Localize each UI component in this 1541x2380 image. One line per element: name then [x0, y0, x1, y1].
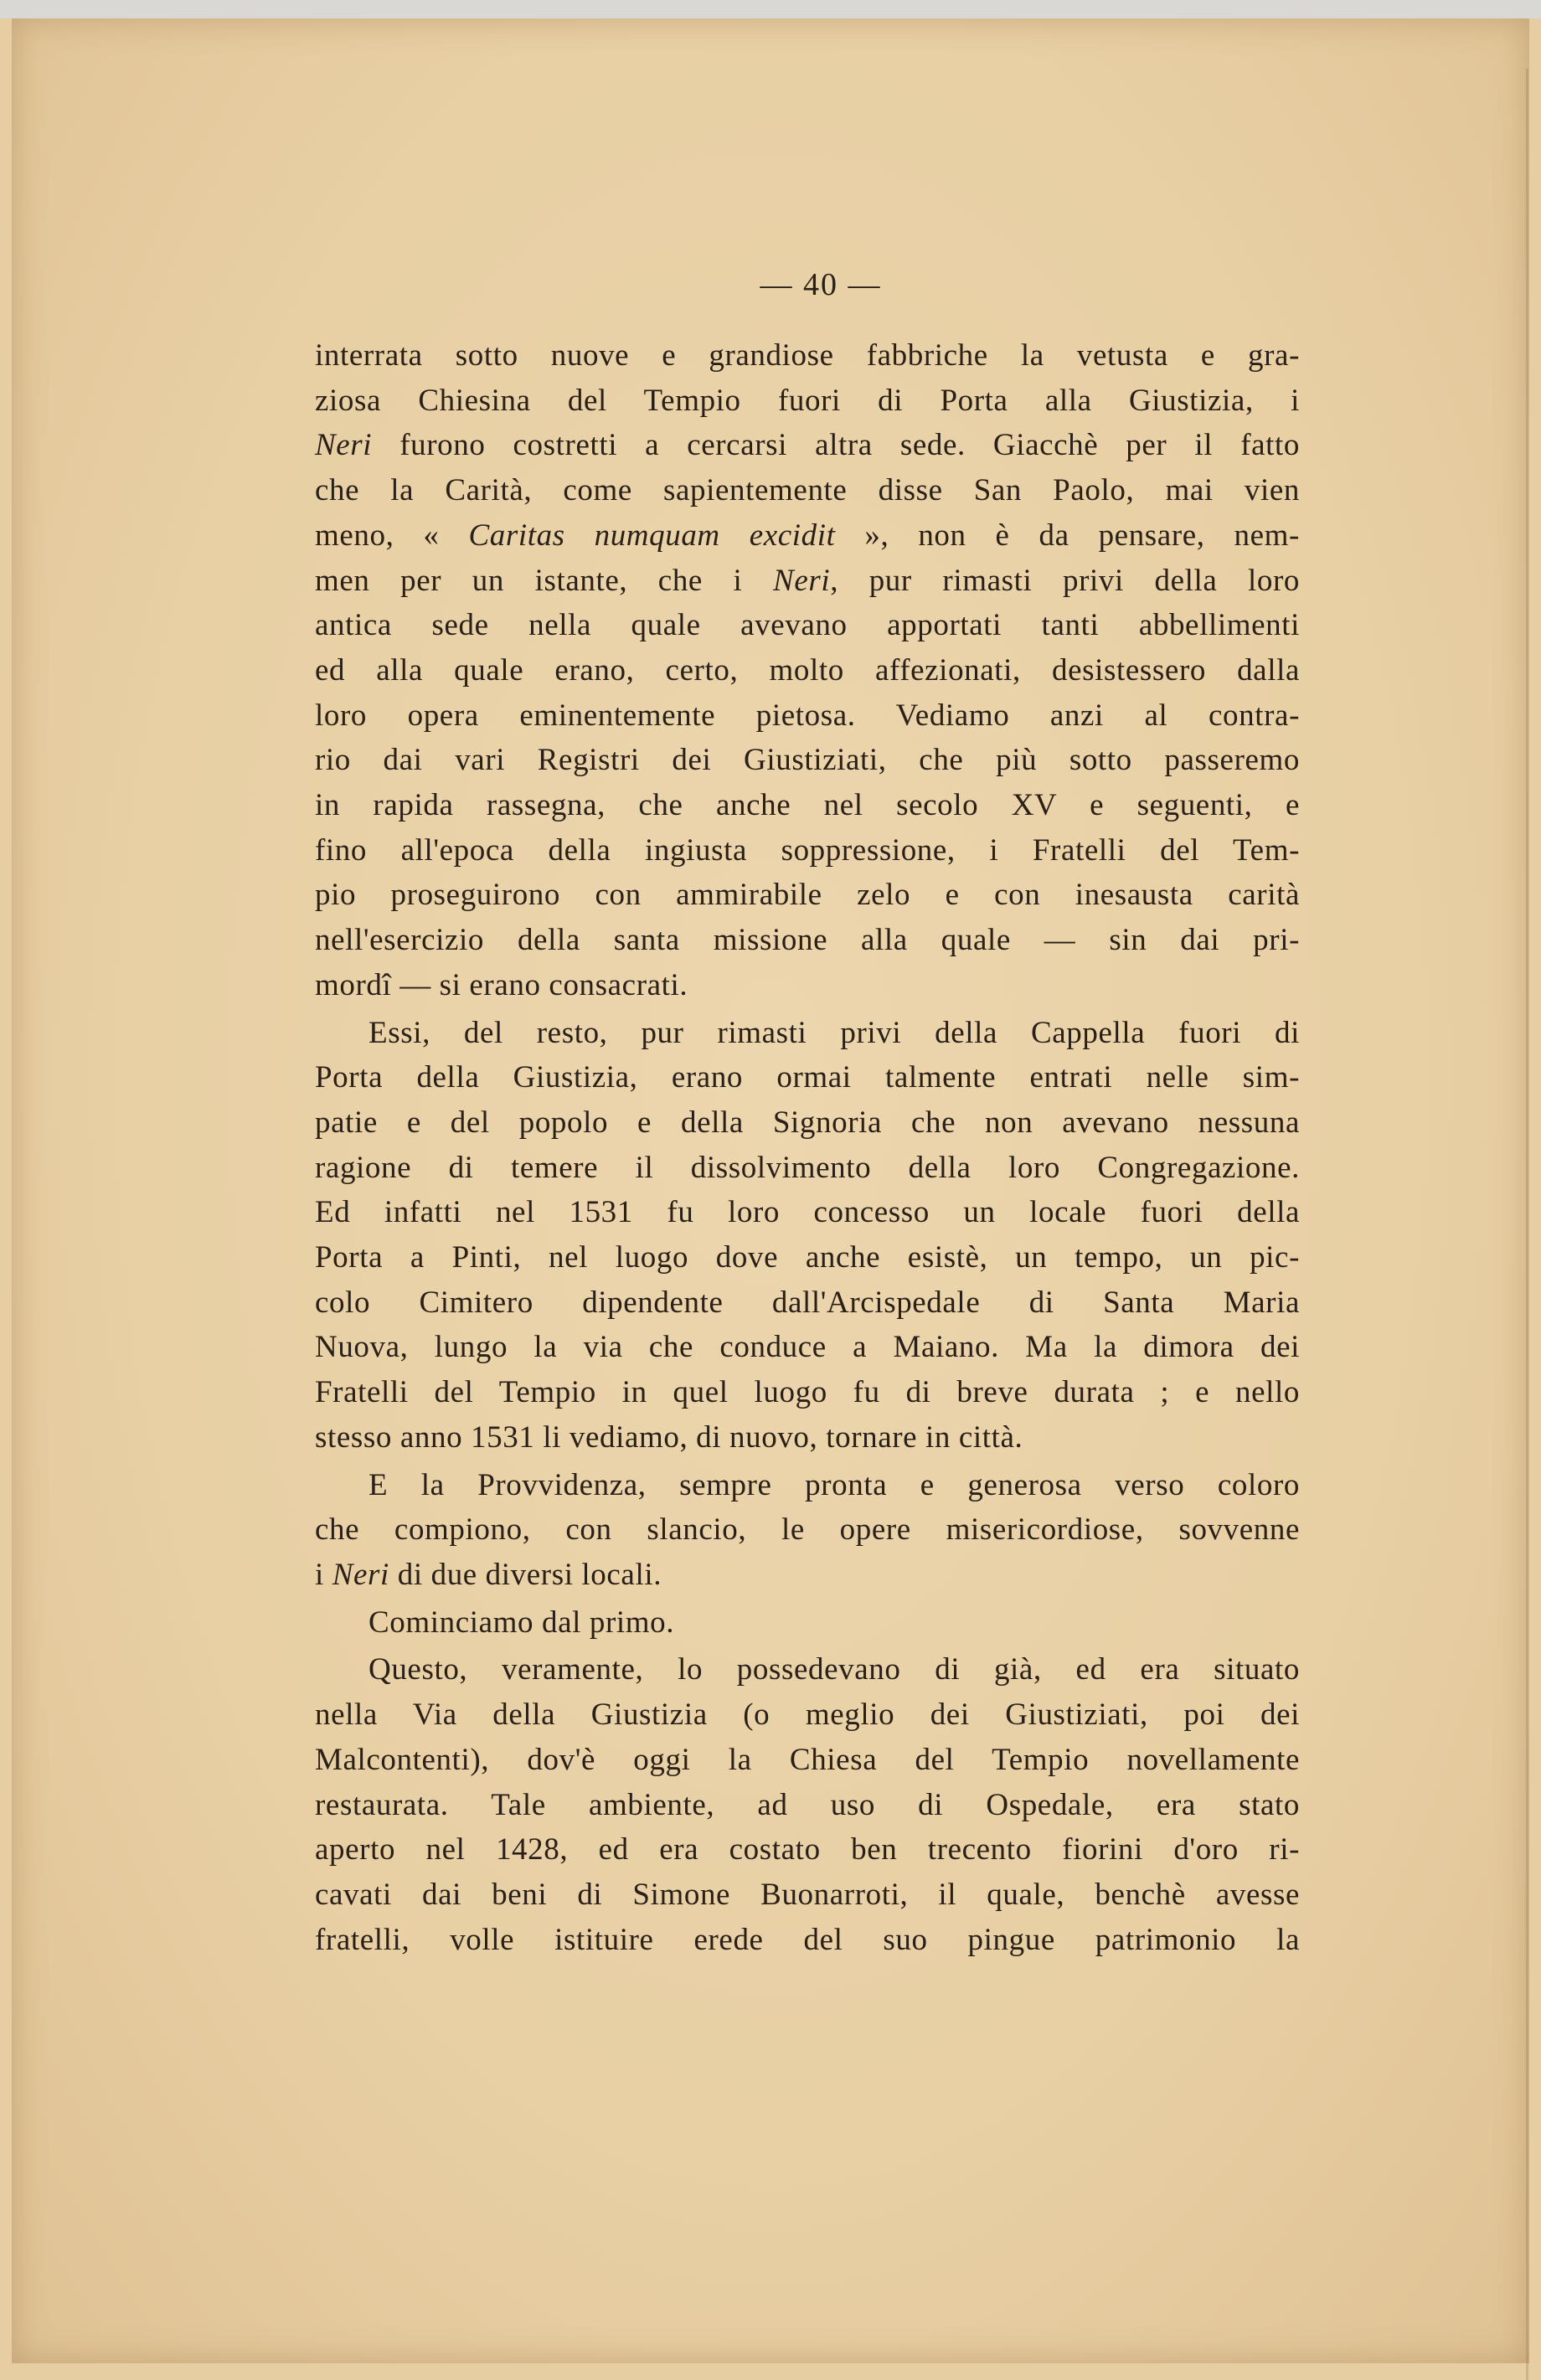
- text-line: Malcontenti), dov'è oggi la Chiesa del Tempio novellamente: [315, 1742, 1300, 1777]
- text-line: Nuova, lungo la via che conduce a Maiano. Ma la dimora dei: [315, 1330, 1300, 1365]
- text-line: Porta a Pinti, nel luogo dove anche esistè, un tempo, un pic-: [315, 1240, 1300, 1275]
- page-fold-crease: [1526, 69, 1528, 2380]
- text-line: ragione di temere il dissolvimento della loro Congregazione.: [315, 1150, 1300, 1185]
- text-line: aperto nel 1428, ed era costato ben trecento fiorini d'oro ri-: [315, 1832, 1300, 1867]
- text-line: cavati dai beni di Simone Buonarroti, il quale, benchè avesse: [315, 1877, 1300, 1912]
- scan-background: [0, 0, 1541, 18]
- paragraph: [315, 333, 1300, 1008]
- text-line: Questo, veramente, lo possedevano di già, ed era situato: [368, 1652, 1300, 1687]
- text-line: stesso anno 1531 li vediamo, di nuovo, tornare in città.: [315, 1419, 1023, 1455]
- text-line: ed alla quale erano, certo, molto affezionati, desistessero dalla: [315, 652, 1300, 688]
- text-line: nella Via della Giustizia (o meglio dei Giustiziati, poi dei: [315, 1697, 1300, 1733]
- text-line: men per un istante, che i Neri, pur rimasti privi della loro: [315, 563, 1300, 598]
- text-line: che la Carità, come sapientemente disse San Paolo, mai vien: [315, 473, 1300, 508]
- text-line: Porta della Giustizia, erano ormai talmente entrati nelle sim-: [315, 1060, 1300, 1095]
- page-number: — 40 —: [760, 267, 882, 302]
- paragraph: [315, 1463, 1300, 1598]
- text-line: E la Provvidenza, sempre pronta e generosa verso coloro: [368, 1467, 1300, 1502]
- text-line: rio dai vari Registri dei Giustiziati, che più sotto passeremo: [315, 743, 1300, 778]
- italic-term: Caritas numquam excidit: [468, 518, 836, 553]
- text-line: fino all'epoca della ingiusta soppressione, i Fratelli del Tem-: [315, 832, 1300, 868]
- text-line: fratelli, volle istituire erede del suo pingue patrimonio la: [315, 1922, 1300, 1957]
- italic-term: Neri: [773, 563, 831, 598]
- paragraph: [315, 1647, 1300, 1962]
- text-line: patie e del popolo e della Signoria che non avevano nessuna: [315, 1105, 1300, 1140]
- italic-term: Neri: [332, 1557, 389, 1592]
- text-line: che compiono, con slancio, le opere misericordiose, sovvenne: [315, 1512, 1300, 1548]
- italic-term: Neri: [315, 428, 373, 463]
- text-line: Fratelli del Tempio in quel luogo fu di breve durata ; e nello: [315, 1375, 1300, 1410]
- text-line: in rapida rassegna, che anche nel secolo XV e seguenti, e: [315, 788, 1300, 823]
- text-line: Essi, del resto, pur rimasti privi della Cappella fuori di: [368, 1015, 1300, 1050]
- text-line: Ed infatti nel 1531 fu loro concesso un locale fuori della: [315, 1195, 1300, 1230]
- text-line: antica sede nella quale avevano apportati tanti abbellimenti: [315, 608, 1300, 643]
- text-line: Cominciamo dal primo.: [368, 1605, 675, 1640]
- body-text: [315, 333, 1300, 1965]
- text-line: loro opera eminentemente pietosa. Vediamo anzi al contra-: [315, 698, 1300, 733]
- text-line: interrata sotto nuove e grandiose fabbriche la vetusta e gra-: [315, 338, 1300, 373]
- text-line: i Neri di due diversi locali.: [315, 1557, 662, 1592]
- text-line: meno, « Caritas numquam excidit », non è da pensare, nem-: [315, 518, 1300, 553]
- text-line: mordî — si erano consacrati.: [315, 967, 688, 1002]
- text-line: nell'esercizio della santa missione alla quale — sin dai pri-: [315, 923, 1300, 958]
- paragraph: [315, 1011, 1300, 1460]
- text-line: Neri furono costretti a cercarsi altra sede. Giacchè per il fatto: [315, 428, 1300, 463]
- text-line: pio proseguirono con ammirabile zelo e con inesausta carità: [315, 878, 1300, 913]
- text-line: restaurata. Tale ambiente, ad uso di Ospedale, era stato: [315, 1787, 1300, 1822]
- text-line: colo Cimitero dipendente dall'Arcispedale di Santa Maria: [315, 1285, 1300, 1320]
- paragraph: [315, 1600, 1300, 1646]
- text-line: ziosa Chiesina del Tempio fuori di Porta alla Giustizia, i: [315, 383, 1300, 418]
